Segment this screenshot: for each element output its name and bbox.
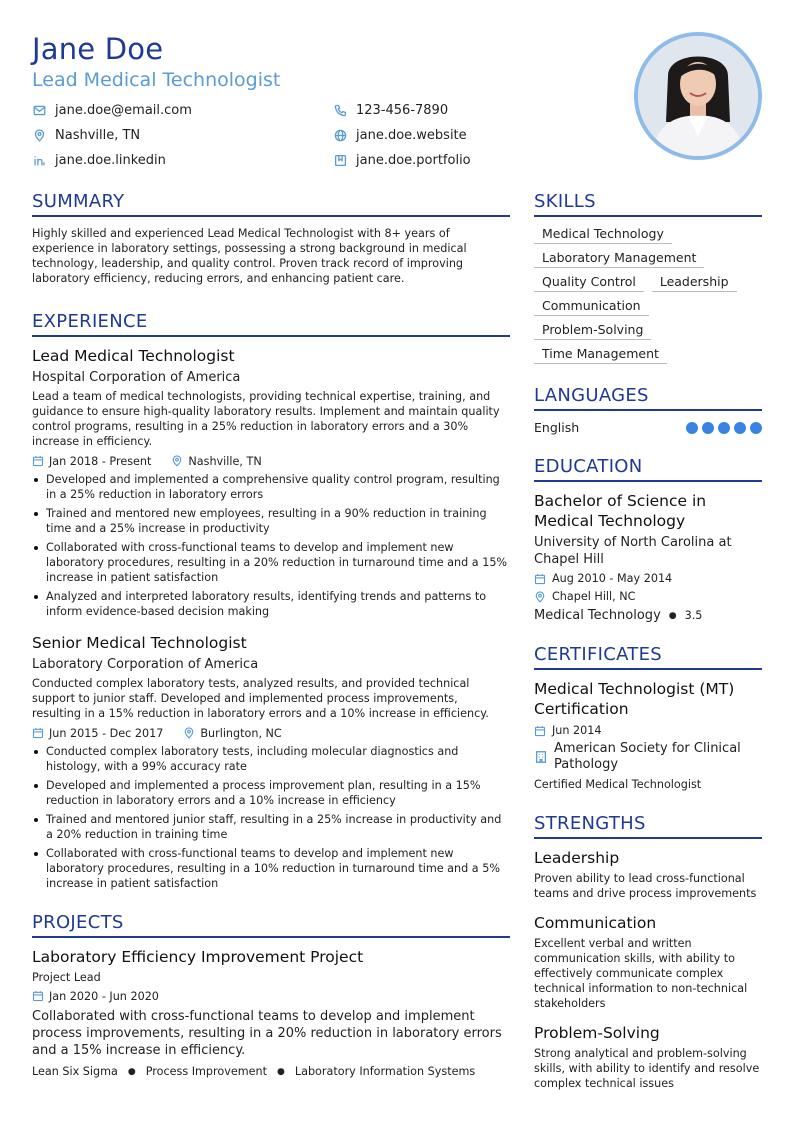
- languages-heading: LANGUAGES: [534, 384, 762, 411]
- level-dot: [686, 422, 698, 434]
- portfolio-icon: [333, 153, 347, 167]
- list-item: Conducted complex laboratory tests, including molecular diagnostics and histology, with a 99% accuracy rate: [32, 744, 510, 774]
- skills-heading: SKILLS: [534, 190, 762, 217]
- education-field-row: [534, 608, 762, 623]
- job-meta: [32, 725, 510, 741]
- project-meta: [32, 988, 510, 1004]
- certificate-description: Certified Medical Technologist: [534, 778, 702, 791]
- mail-icon: [32, 103, 46, 117]
- calendar-icon: [534, 725, 546, 737]
- summary-heading: SUMMARY: [32, 190, 510, 217]
- calendar-icon: [32, 455, 44, 467]
- languages-section: [534, 384, 762, 435]
- strength-item: [534, 848, 762, 901]
- level-dot: [718, 422, 730, 434]
- contact-phone[interactable]: [333, 101, 448, 119]
- projects-heading: PROJECTS: [32, 911, 510, 938]
- certificate-date: Jun 2014: [552, 724, 602, 737]
- contact-portfolio[interactable]: [333, 151, 471, 169]
- level-dot: [750, 422, 762, 434]
- degree-title: Bachelor of Science in Medical Technology: [534, 492, 707, 530]
- education-gpa: 3.5: [684, 609, 703, 622]
- candidate-name: Jane Doe: [32, 32, 164, 66]
- list-item: Collaborated with cross-functional teams to develop and implement new laboratory procedures, resulting in a 20% reduction in turnaround time and a 15% increase in patient satisfaction: [32, 540, 510, 585]
- candidate-role: Lead Medical Technologist: [32, 69, 281, 91]
- list-item: Developed and implemented a process improvement plan, resulting in a 15% reduction in laboratory errors and a 10% increase in efficiency: [32, 778, 510, 808]
- location-pin-icon: [171, 455, 183, 467]
- certificate-name: Medical Technologist (MT) Certification: [534, 680, 735, 718]
- contact-website-text: jane.doe.website: [356, 127, 467, 143]
- list-item: Developed and implemented a comprehensive quality control program, resulting in a 25% reduction in laboratory errors: [32, 472, 510, 502]
- projects-section: [32, 911, 510, 1078]
- education-section: [534, 455, 762, 623]
- contact-linkedin-text: jane.doe.linkedin: [55, 152, 166, 168]
- job-entry: [32, 633, 510, 891]
- strength-title: Leadership: [534, 849, 620, 867]
- location-pin-icon: [183, 727, 195, 739]
- project-description: Collaborated with cross-functional teams to develop and implement process improvements, resulting in a 20% reduction in laboratory errors and a 15% increase in efficiency.: [32, 1009, 502, 1058]
- education-field: Medical Technology: [534, 608, 661, 623]
- certificates-section: [534, 643, 762, 792]
- level-dot: [734, 422, 746, 434]
- building-icon: [534, 750, 548, 764]
- contact-portfolio-text: jane.doe.portfolio: [356, 152, 471, 168]
- education-location-row: [534, 589, 762, 604]
- linkedin-icon: [32, 153, 46, 167]
- summary-section: [32, 190, 510, 286]
- job-description: Conducted complex laboratory tests, analyzed results, and provided technical support to junior staff. Developed and implemented process improvements, resulting in a 15% reduction in laboratory errors and a 10% increase in efficiency.: [32, 677, 489, 720]
- location-pin-icon: [534, 591, 546, 603]
- education-location: Chapel Hill, NC: [552, 590, 636, 603]
- separator-dot: ●: [277, 1066, 285, 1077]
- contact-email-text: jane.doe@email.com: [55, 102, 192, 118]
- location-pin-icon: [32, 128, 46, 142]
- separator-dot: ●: [668, 610, 677, 621]
- calendar-icon: [32, 727, 44, 739]
- education-dates: Aug 2010 - May 2014: [552, 572, 673, 585]
- right-column: [534, 190, 762, 1091]
- job-location: Nashville, TN: [188, 454, 262, 468]
- strength-item: [534, 1023, 762, 1091]
- language-name: English: [534, 420, 580, 435]
- list-item: Collaborated with cross-functional teams to develop and implement new laboratory procedures, resulting in a 10% reduction in turnaround time and a 5% increase in patient satisfaction: [32, 846, 510, 891]
- skill-tag: Communication: [534, 298, 649, 316]
- contact-location: [32, 126, 140, 144]
- list-item: Trained and mentored new employees, resulting in a 90% reduction in training time and a 25% increase in productivity: [32, 506, 510, 536]
- skills-section: [534, 190, 762, 364]
- strength-title: Problem-Solving: [534, 1024, 660, 1042]
- skill-tag: Quality Control: [534, 274, 644, 292]
- tag: Laboratory Information Systems: [294, 1065, 476, 1078]
- contact-email[interactable]: [32, 101, 192, 119]
- list-item: Trained and mentored junior staff, resulting in a 25% increase in productivity and a 20% reduction in training time: [32, 812, 510, 842]
- skill-tag: Medical Technology: [534, 226, 672, 244]
- skill-tag: Problem-Solving: [534, 322, 651, 340]
- profile-photo-illustration: [638, 36, 758, 156]
- certificates-heading: CERTIFICATES: [534, 643, 762, 670]
- strength-item: [534, 913, 762, 1011]
- job-title: Lead Medical Technologist: [32, 347, 235, 365]
- certificate-date-row: [534, 723, 762, 738]
- institution-name: University of North Carolina at Chapel Hill: [534, 535, 732, 567]
- level-dot: [702, 422, 714, 434]
- skills-list: [534, 226, 762, 364]
- left-column: [32, 190, 510, 1078]
- phone-icon: [333, 103, 347, 117]
- contact-location-text: Nashville, TN: [55, 127, 141, 143]
- strength-title: Communication: [534, 914, 657, 932]
- job-meta: [32, 453, 510, 469]
- project-title: Laboratory Efficiency Improvement Project: [32, 948, 364, 966]
- language-level-dots: [686, 422, 762, 434]
- education-heading: EDUCATION: [534, 455, 762, 482]
- job-description: Lead a team of medical technologists, providing technical expertise, training, and guidance to ensure high-quality laboratory results. Implement and maintain quality control programs, resulting in a 25% reduction in laboratory errors and a 30% increase in efficiency.: [32, 390, 500, 448]
- job-bullets: [32, 744, 510, 891]
- globe-icon: [333, 128, 347, 142]
- profile-photo: [634, 32, 762, 160]
- strengths-section: [534, 812, 762, 1091]
- contact-website[interactable]: [333, 126, 467, 144]
- contact-linkedin[interactable]: [32, 151, 166, 169]
- job-company: Laboratory Corporation of America: [32, 657, 259, 672]
- job-location: Burlington, NC: [200, 726, 282, 740]
- tag: Process Improvement: [145, 1065, 267, 1078]
- tag: Lean Six Sigma: [32, 1065, 118, 1078]
- job-dates: Jan 2018 - Present: [49, 454, 152, 468]
- strength-description: Excellent verbal and written communication skills, with ability to effectively communicate complex technical information to non-technical stakeholders: [534, 937, 748, 1010]
- job-entry: [32, 346, 510, 619]
- calendar-icon: [32, 990, 44, 1002]
- contact-phone-text: 123-456-7890: [356, 102, 449, 118]
- project-dates: Jan 2020 - Jun 2020: [49, 989, 159, 1003]
- strength-description: Proven ability to lead cross-functional teams and drive process improvements: [534, 872, 757, 900]
- strengths-heading: STRENGTHS: [534, 812, 762, 839]
- job-company: Hospital Corporation of America: [32, 370, 241, 385]
- skill-tag: Laboratory Management: [534, 250, 704, 268]
- language-row: [534, 420, 762, 435]
- separator-dot: ●: [127, 1066, 136, 1077]
- summary-text: Highly skilled and experienced Lead Medical Technologist with 8+ years of experience in laboratory settings, possessing a strong background in medical technology, leadership, and quality control. Proven track record of improving laboratory efficiency, reducing errors, and enhancing patient care.: [32, 227, 467, 285]
- project-tags: [32, 1065, 510, 1078]
- strength-description: Strong analytical and problem-solving skills, with ability to identify and resolve complex technical issues: [534, 1047, 760, 1090]
- calendar-icon: [534, 573, 546, 585]
- skill-tag: Leadership: [652, 274, 737, 292]
- certificate-issuer-row: [534, 741, 762, 773]
- list-item: Analyzed and interpreted laboratory results, identifying trends and patterns to inform evidence-based decision making: [32, 589, 510, 619]
- education-dates-row: [534, 571, 762, 586]
- job-dates: Jun 2015 - Dec 2017: [49, 726, 164, 740]
- experience-section: [32, 310, 510, 891]
- job-title: Senior Medical Technologist: [32, 634, 247, 652]
- certificate-issuer: American Society for Clinical Pathology: [554, 741, 741, 772]
- skill-tag: Time Management: [534, 346, 667, 364]
- job-bullets: [32, 472, 510, 619]
- experience-heading: EXPERIENCE: [32, 310, 510, 337]
- project-role: Project Lead: [32, 971, 101, 984]
